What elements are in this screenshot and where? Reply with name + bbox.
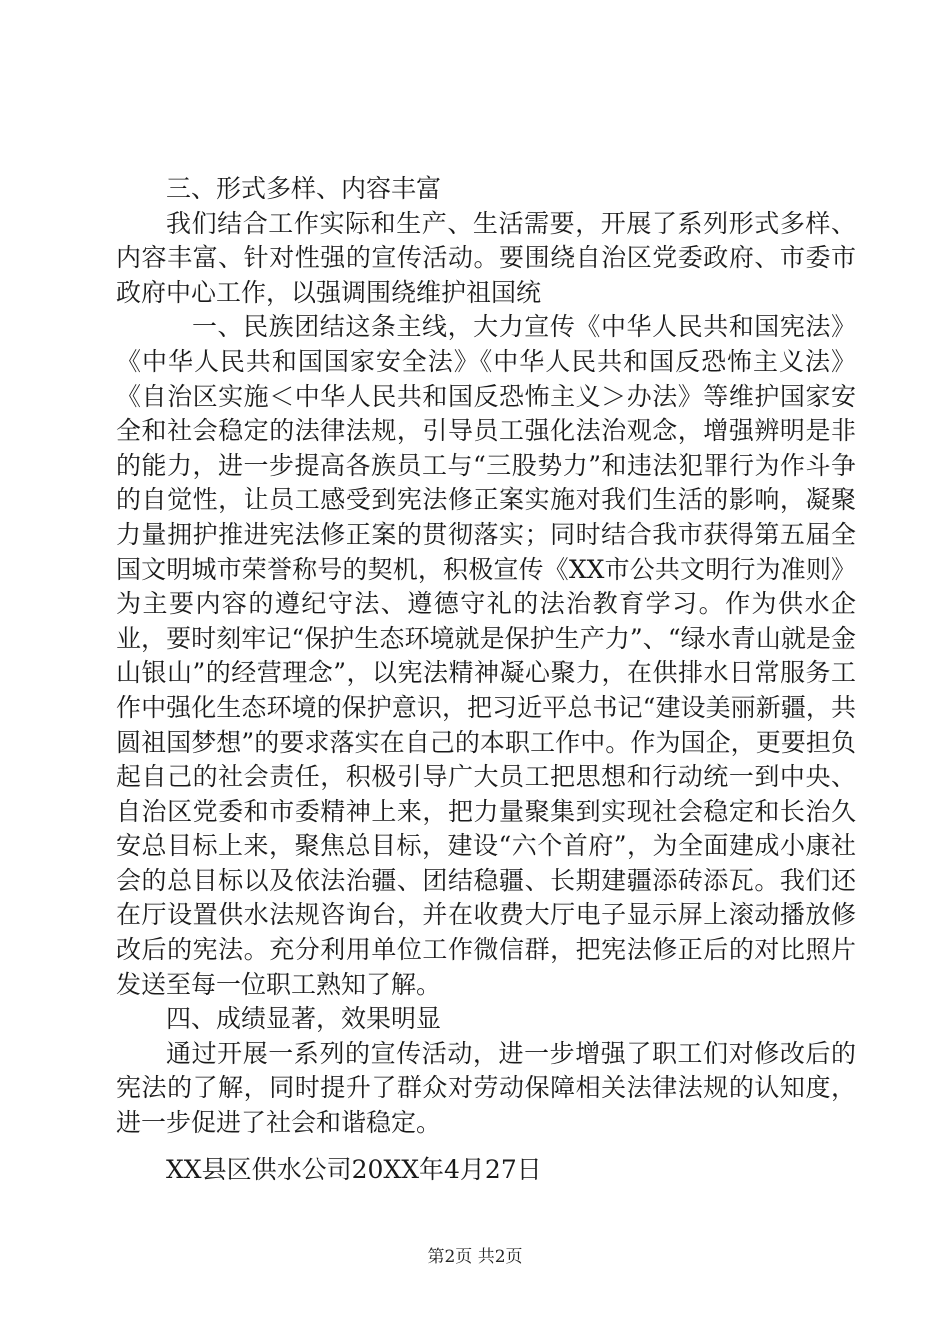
section-3-paragraph: 我们结合工作实际和生产、生活需要，开展了系列形式多样、内容丰富、针对性强的宣传活动。要围绕自治区党委政府、市委市政府中心工作，以强调围绕维护祖国统	[116, 208, 856, 307]
section-4-paragraph: 通过开展一系列的宣传活动，进一步增强了职工们对修改后的宪法的了解，同时提升了群众对劳动保障相关法律法规的认知度，进一步促进了社会和谐稳定。	[116, 1038, 856, 1138]
section-4-heading: 四、成绩显著，效果明显	[166, 1004, 442, 1034]
section-3-heading: 三、形式多样、内容丰富	[166, 174, 442, 203]
document-body	[116, 172, 856, 1187]
signature-line: XX县区供水公司20XX年4月27日	[166, 1154, 542, 1184]
page-number-footer: 第2页 共2页	[427, 1247, 523, 1267]
section-1-paragraph: 一、民族团结这条主线，大力宣传《中华人民共和国宪法》《中华人民共和国国家安全法》《中华人民共和国反恐怖主义法》《自治区实施＜中华人民共和国反恐怖主义＞办法》等维护国家安全和社会稳定的法律法规，引导员工强化法治观念，增强辨明是非的能力，进一步提高各族员工与“三股势力”和违法犯罪行为作斗争的自觉性，让员工感受到宪法修正案实施对我们生活的影响，凝聚力量拥护推进宪法修正案的贯彻落实；同时结合我市获得第五届全国文明城市荣誉称号的契机，积极宣传《XX市公共文明行为准则》为主要内容的遵纪守法、遵德守礼的法治教育学习。作为供水企业，要时刻牢记“保护生态环境就是保护生产力”、“绿水青山就是金山银山”的经营理念”，以宪法精神凝心聚力，在供排水日常服务工作中强化生态环境的保护意识，把习近平总书记“建设美丽新疆，共圆祖国梦想”的要求落实在自己的本职工作中。作为国企，更要担负起自己的社会责任，积极引导广大员工把思想和行动统一到中央、自治区党委和市委精神上来，把力量聚集到实现社会稳定和长治久安总目标上来，聚焦总目标，建设“六个首府”，为全面建成小康社会的总目标以及依法治疆、团结稳疆、长期建疆添砖添瓦。我们还在厅设置供水法规咨询台，并在收费大厅电子显示屏上滚动播放修改后的宪法。充分利用单位工作微信群，把宪法修正后的对比照片发送至每一位职工熟知了解。	[116, 312, 856, 999]
